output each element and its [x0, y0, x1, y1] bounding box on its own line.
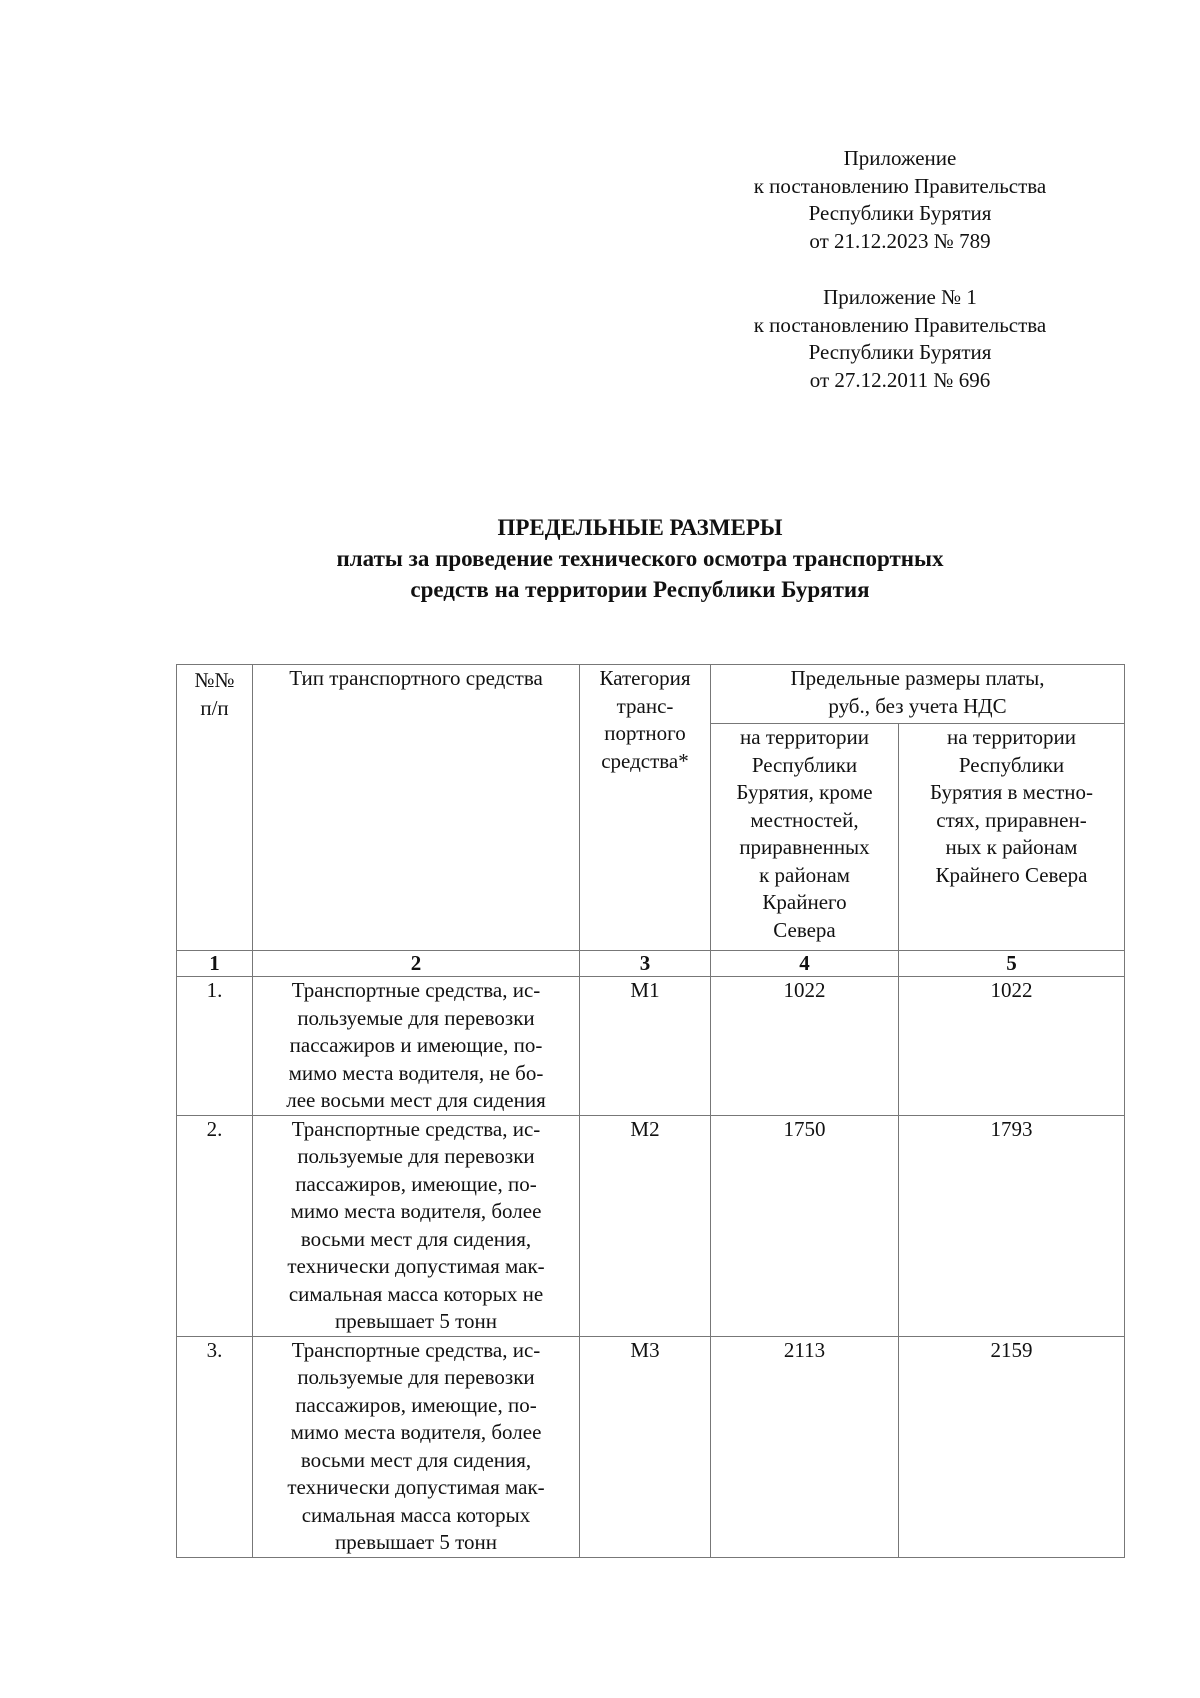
appendix-original-decree [700, 284, 1100, 394]
header-category-line: Категория [599, 666, 691, 690]
fee-value-north: 2159 [899, 1336, 1125, 1557]
row-number: 1. [177, 977, 253, 1116]
header-sub-line: местностей, [750, 807, 859, 832]
header-number-line: п/п [200, 695, 229, 720]
vehicle-type-line: пользуемые для перевозки [297, 1365, 535, 1389]
row-number: 2. [177, 1115, 253, 1336]
title-line: ПРЕДЕЛЬНЫЕ РАЗМЕРЫ [497, 515, 783, 540]
header-sub-line: на территории [740, 725, 869, 749]
vehicle-type-line: превышает 5 тонн [335, 1530, 497, 1554]
header-sub-line: Бурятия, кроме [736, 780, 873, 804]
header-fee-limits [711, 665, 1125, 724]
table-row [177, 1336, 1125, 1557]
vehicle-type-line: технически допустимая мак- [287, 1475, 545, 1499]
column-number: 3 [580, 951, 711, 977]
column-number: 1 [177, 951, 253, 977]
fee-value-north: 1022 [899, 977, 1125, 1116]
vehicle-type-line: технически допустимая мак- [287, 1254, 545, 1278]
appendix-line: Республики Бурятия [808, 340, 992, 364]
header-vehicle-type [253, 665, 580, 951]
vehicle-type [253, 977, 580, 1116]
appendix-line: Республики Бурятия [808, 201, 992, 225]
table-row [177, 977, 1125, 1116]
vehicle-type-line: пользуемые для перевозки [297, 1144, 535, 1168]
header-sub-line: Республики [958, 752, 1065, 777]
appendix-line: к постановлению Правительства [753, 312, 1047, 337]
header-sub-line: Крайнего [762, 890, 847, 914]
header-number-line: №№ [194, 668, 235, 692]
column-number: 5 [899, 951, 1125, 977]
appendix-line: от 21.12.2023 № 789 [809, 228, 991, 253]
vehicle-type-line: восьми мест для сидения, [300, 1447, 532, 1472]
header-row [177, 665, 1125, 724]
header-sub-line: к районам [759, 862, 850, 887]
header-sub-line: стях, приравнен- [936, 807, 1087, 832]
appendix-line: Приложение № 1 [823, 285, 977, 309]
vehicle-type [253, 1336, 580, 1557]
vehicle-type-line: Транспортные средства, ис- [291, 978, 541, 1002]
vehicle-type-line: мимо места водителя, более [290, 1420, 542, 1444]
header-number [177, 665, 253, 951]
fee-value: 1750 [711, 1115, 899, 1336]
fee-value: 2113 [711, 1336, 899, 1557]
vehicle-category: М3 [580, 1336, 711, 1557]
header-fee-north [899, 724, 1125, 951]
header-fee-line: руб., без учета НДС [828, 693, 1007, 718]
header-sub-line: Севера [773, 917, 836, 942]
column-number-row [177, 951, 1125, 977]
fee-value: 1022 [711, 977, 899, 1116]
fee-value-north: 1793 [899, 1115, 1125, 1336]
header-category-line: портного [604, 721, 686, 745]
vehicle-type-line: Транспортные средства, ис- [291, 1337, 541, 1362]
appendix-line: Приложение [843, 146, 957, 170]
vehicle-type-line: превышает 5 тонн [335, 1309, 497, 1333]
fee-table [176, 664, 1125, 1558]
vehicle-type-line: пользуемые для перевозки [297, 1005, 535, 1030]
vehicle-type-line: симальная масса которых [301, 1502, 531, 1527]
vehicle-category: М1 [580, 977, 711, 1116]
appendix-line: к постановлению Правительства [753, 173, 1047, 198]
header-sub-line: Республики [751, 752, 858, 777]
column-number: 2 [253, 951, 580, 977]
table-row [177, 1115, 1125, 1336]
vehicle-type-line: восьми мест для сидения, [300, 1226, 532, 1251]
vehicle-type-line: мимо места водителя, не бо- [288, 1060, 544, 1085]
document-title [170, 512, 1110, 605]
vehicle-category: М2 [580, 1115, 711, 1336]
header-sub-line: ных к районам [945, 835, 1078, 859]
appendix-current-decree [700, 145, 1100, 255]
vehicle-type-line: симальная масса которых не [288, 1281, 544, 1306]
header-vehicle-type-label: Тип транспортного средства [289, 666, 543, 690]
vehicle-type-line: пассажиров и имеющие, по- [289, 1033, 543, 1057]
vehicle-type-line: мимо места водителя, более [290, 1199, 542, 1223]
appendix-line: от 27.12.2011 № 696 [809, 367, 991, 392]
vehicle-type [253, 1115, 580, 1336]
column-number: 4 [711, 951, 899, 977]
header-fee-excluding-north [711, 724, 899, 951]
header-fee-line: Предельные размеры платы, [790, 666, 1045, 690]
title-line: платы за проведение технического осмотра транспортных [336, 546, 944, 571]
vehicle-type-line: пассажиров, имеющие, по- [295, 1392, 537, 1417]
row-number: 3. [177, 1336, 253, 1557]
vehicle-type-line: пассажиров, имеющие, по- [295, 1171, 537, 1196]
header-sub-line: приравненных [739, 835, 870, 859]
header-category-line: средства* [601, 748, 689, 773]
vehicle-type-line: лее восьми мест для сидения [286, 1088, 546, 1112]
header-sub-line: Крайнего Севера [935, 862, 1088, 887]
header-category-line: транс- [616, 693, 674, 718]
vehicle-type-line: Транспортные средства, ис- [291, 1116, 541, 1141]
header-sub-line: на территории [947, 725, 1076, 749]
title-line: средств на территории Республики Бурятия [410, 577, 870, 602]
header-sub-line: Бурятия в местно- [929, 780, 1094, 804]
header-category [580, 665, 711, 951]
